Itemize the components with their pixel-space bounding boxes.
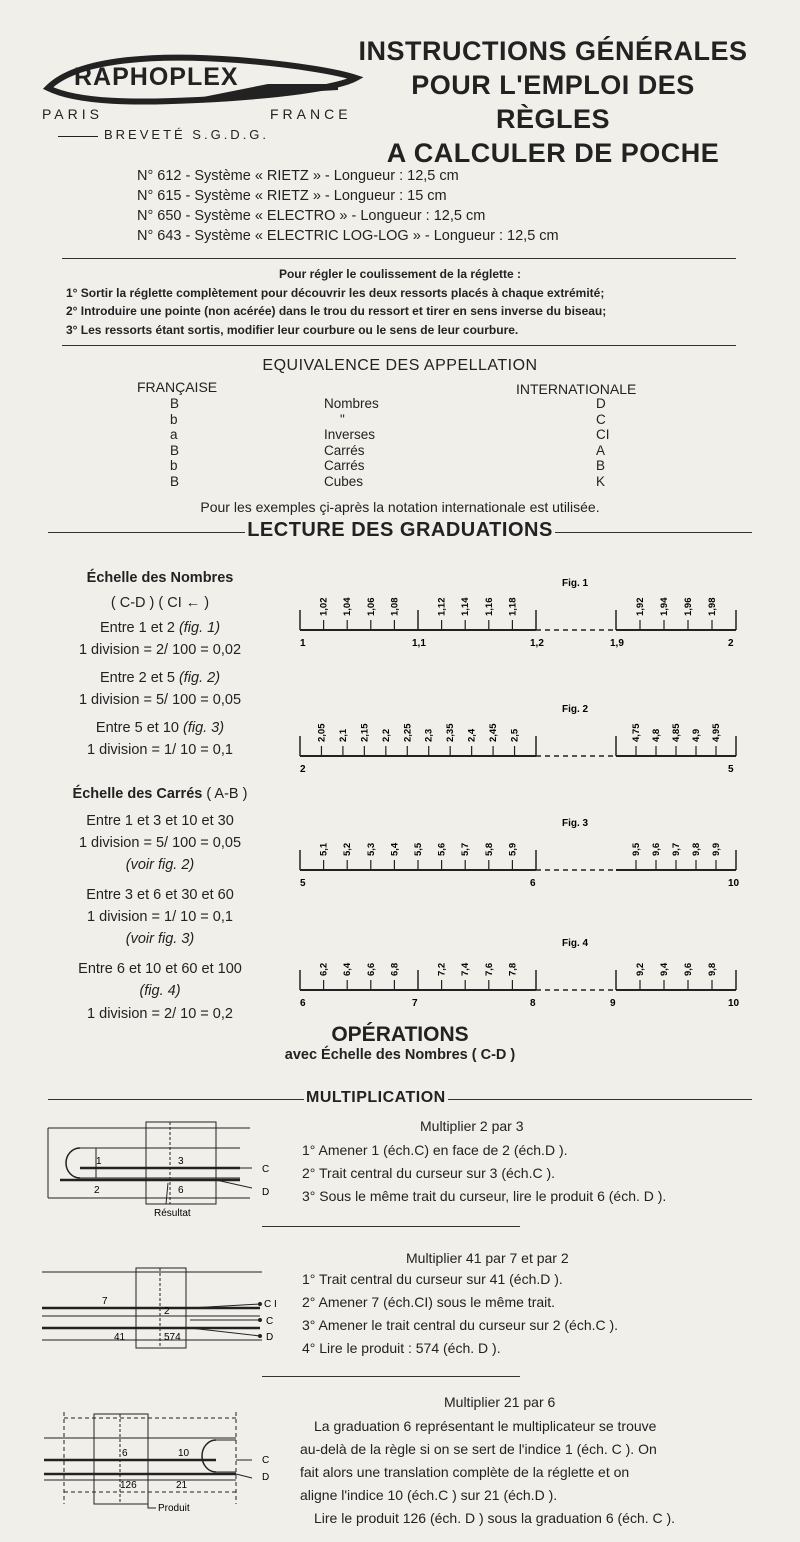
example-step: 1° Trait central du curseur sur 41 (éch.D ). — [302, 1271, 563, 1287]
entry-fig: (voir fig. 2) — [125, 857, 195, 873]
tick-label: 5,4 — [389, 842, 401, 856]
entry-division: 1 division = 2/ 10 = 0,2 — [87, 1006, 233, 1022]
scale-label: C — [262, 1164, 270, 1175]
equivalence-note: Pour les exemples çi-après la notation internationale est utilisée. — [200, 499, 600, 515]
divider — [62, 258, 736, 259]
tick-label: 4,75 — [631, 723, 642, 742]
major-label: 5 — [728, 764, 734, 775]
result-label: Produit — [158, 1503, 190, 1514]
figure-label: Fig. 4 — [562, 938, 589, 949]
entry-division: 1 division = 2/ 100 = 0,02 — [78, 642, 242, 658]
entry-range: Entre 1 et 2 (fig. 1) — [99, 620, 221, 636]
example-step: 1° Amener 1 (éch.C) en face de 2 (éch.D ). — [302, 1142, 568, 1158]
entry-fig: (voir fig. 3) — [125, 931, 195, 947]
example-step: 3° Sous le même trait du curseur, lire le produit 6 (éch. D ). — [302, 1188, 667, 1204]
entry-division: 1 division = 5/ 100 = 0,05 — [78, 692, 242, 708]
adjust-section — [0, 265, 800, 339]
result-label: Résultat — [154, 1208, 191, 1219]
diagram-value: 21 — [176, 1480, 188, 1491]
major-label: 7 — [412, 998, 418, 1009]
diagram-example-2 — [40, 1264, 290, 1354]
model-list — [137, 166, 559, 246]
entry-range: Entre 3 et 6 et 30 et 60 — [86, 887, 234, 903]
logo-city: PARIS — [42, 106, 103, 122]
tick-label: 5,1 — [318, 842, 330, 856]
diagram-value: 7 — [102, 1296, 108, 1307]
entry-range: Entre 2 et 5 (fig. 2) — [99, 670, 221, 686]
table-row: b Carrés B — [170, 458, 606, 474]
example-steps — [302, 1139, 666, 1208]
graduation-figures — [290, 570, 750, 1010]
tick-label: 1,92 — [635, 597, 646, 616]
operations-subtitle: avec Échelle des Nombres ( C-D ) — [284, 1047, 516, 1063]
major-label: 1,2 — [530, 638, 544, 649]
diagram-value: 3 — [178, 1156, 184, 1167]
scale-label: C — [262, 1455, 270, 1466]
major-label: 10 — [728, 878, 740, 889]
model-item: N° 650 - Système « ELECTRO » - Longueur : 12,5 cm — [137, 208, 486, 224]
example-step: 2° Amener 7 (éch.CI) sous le même trait. — [302, 1294, 556, 1310]
example-title: Multiplier 21 par 6 — [444, 1394, 556, 1410]
tick-label: 6,4 — [342, 962, 354, 976]
diagram-value: 6 — [122, 1448, 128, 1459]
entry-division: 1 division = 1/ 10 = 0,1 — [87, 909, 233, 925]
adjust-step: 3° Les ressorts étant sortis, modifier leur courbure ou le sens de leur courbure. — [66, 322, 519, 337]
tick-label: 2,15 — [359, 723, 371, 742]
example-title: Multiplier 2 par 3 — [420, 1118, 524, 1134]
tick-label: 1,94 — [659, 597, 670, 616]
tick-label: 2,05 — [316, 723, 328, 742]
tick-label: 2,5 — [509, 728, 521, 742]
major-label: 8 — [530, 998, 536, 1009]
tick-label: 7,6 — [483, 962, 495, 976]
entry-fig: (fig. 4) — [139, 983, 181, 999]
major-label: 2 — [728, 638, 734, 649]
tick-label: 1,18 — [507, 597, 519, 616]
scale-label: D — [262, 1472, 270, 1483]
tick-label: 9,6 — [683, 962, 694, 976]
title-line-3: A CALCULER DE POCHE — [386, 138, 720, 168]
equivalence-title: EQUIVALENCE DES APPELLATION — [262, 357, 538, 374]
diagram-example-3 — [40, 1408, 290, 1518]
tick-label: 1,08 — [389, 597, 401, 616]
divider — [62, 345, 736, 346]
adjust-step: 2° Introduire une pointe (non acérée) dans le trou du ressort et tirer en sens inverse du biseau; — [66, 304, 607, 318]
tick-label: 9,2 — [635, 962, 646, 976]
nombres-scales: ( C-D ) ( CI ← ) — [110, 595, 210, 611]
table-row: B Nombres D — [170, 396, 606, 411]
tick-label: 1,12 — [436, 597, 448, 616]
example-step: 3° Amener le trait central du curseur sur 2 (éch.C ). — [302, 1317, 619, 1333]
tick-label: 1,98 — [707, 597, 718, 616]
tick-label: 9,6 — [651, 842, 662, 856]
diagram-value: 1 — [96, 1156, 102, 1167]
tick-label: 4,85 — [671, 723, 682, 742]
tick-label: 6,2 — [318, 962, 330, 976]
tick-label: 5,8 — [483, 842, 495, 856]
adjust-step: 1° Sortir la réglette complètement pour découvrir les deux ressorts placés à chaque extrémité; — [66, 285, 605, 300]
tick-label: 1,02 — [318, 597, 330, 616]
logo-patent: BREVETÉ S.G.D.G. — [104, 127, 270, 142]
operations-title: OPÉRATIONS — [331, 1023, 469, 1046]
tick-label: 1,06 — [365, 597, 377, 616]
tick-label: 2,25 — [402, 723, 414, 742]
tick-label: 2,2 — [380, 728, 392, 742]
major-label: 9 — [610, 998, 616, 1009]
major-label: 6 — [530, 878, 536, 889]
major-label: 5 — [300, 878, 306, 889]
example-paragraph: La graduation 6 représentant le multiplicateur se trouve au-delà de la règle si on se sert de l'indice 1 (éch. C ). On fait alors une translation complète de la réglette et on aligne l'indice 10 (éch.C ) sur 21 (éch.D ). Lire le produit 126 (éch. D ) sous la graduation 6 (éch. C ). — [300, 1418, 676, 1526]
major-label: 2 — [300, 764, 306, 775]
col-francaise: FRANÇAISE — [137, 379, 218, 395]
tick-label: 4,95 — [711, 723, 722, 742]
title-line-1: INSTRUCTIONS GÉNÉRALES — [358, 36, 748, 66]
tick-label: 5,9 — [507, 842, 519, 856]
tick-label: 1,04 — [342, 597, 354, 616]
tick-label: 2,3 — [423, 728, 435, 742]
diagram-value: 2 — [94, 1185, 100, 1196]
example-step: 4° Lire le produit : 574 (éch. D ). — [302, 1340, 501, 1356]
model-item: N° 643 - Système « ELECTRIC LOG-LOG » - Longueur : 12,5 cm — [137, 228, 559, 244]
diagram-value: 574 — [164, 1332, 181, 1343]
tick-label: 6,8 — [389, 962, 401, 976]
figure-label: Fig. 1 — [562, 578, 589, 589]
col-internationale: INTERNATIONALE — [516, 381, 637, 397]
table-row: b " C — [170, 411, 606, 427]
logo-country: FRANCE — [270, 106, 352, 122]
tick-label: 2,35 — [445, 723, 457, 742]
tick-label: 5,2 — [342, 842, 354, 856]
scale-label: C — [266, 1316, 274, 1327]
example-title: Multiplier 41 par 7 et par 2 — [406, 1250, 569, 1266]
tick-label: 1,96 — [683, 597, 694, 616]
tick-label: 9,8 — [707, 962, 718, 976]
major-label: 1,1 — [412, 638, 426, 649]
lecture-title: LECTURE DES GRADUATIONS — [247, 519, 553, 541]
diagram-value: 41 — [114, 1332, 126, 1343]
tick-label: 2,4 — [466, 728, 478, 742]
diagram-example-1 — [40, 1118, 290, 1228]
tick-label: 7,2 — [436, 962, 448, 976]
entry-division: 1 division = 5/ 100 = 0,05 — [78, 835, 242, 851]
entry-range: Entre 1 et 3 et 10 et 30 — [86, 813, 234, 829]
tick-label: 2,1 — [337, 728, 349, 742]
entry-division: 1 division = 1/ 10 = 0,1 — [87, 742, 233, 758]
equivalence-table — [170, 396, 610, 490]
major-label: 6 — [300, 998, 306, 1009]
scale-label: D — [262, 1187, 270, 1198]
entry-range: Entre 5 et 10 (fig. 3) — [95, 720, 225, 736]
tick-label: 1,16 — [483, 597, 495, 616]
tick-label: 5,7 — [460, 842, 472, 856]
tick-label: 9,8 — [691, 842, 702, 856]
scale-label: D — [266, 1332, 274, 1343]
tick-label: 9,5 — [631, 842, 642, 856]
page-title — [358, 34, 748, 170]
entry-range: Entre 6 et 10 et 60 et 100 — [78, 961, 242, 977]
diagram-value: 126 — [120, 1480, 137, 1491]
tick-label: 4,8 — [651, 728, 662, 742]
scale-label: C I — [264, 1299, 277, 1310]
tick-label: 9,4 — [659, 962, 670, 976]
table-row: B Cubes K — [170, 473, 606, 489]
tick-label: 7,4 — [460, 962, 472, 976]
major-label: 10 — [728, 998, 740, 1009]
figure-label: Fig. 2 — [562, 704, 589, 715]
tick-label: 2,45 — [488, 723, 500, 742]
nombres-title: Échelle des Nombres — [86, 570, 234, 586]
figure-label: Fig. 3 — [562, 818, 589, 829]
logo-brand: RAPHOPLEX — [74, 63, 239, 91]
multiplication-title: MULTIPLICATION — [306, 1089, 446, 1106]
example-step: 2° Trait central du curseur sur 3 (éch.C ). — [302, 1165, 556, 1181]
lecture-left-column — [40, 570, 280, 1023]
tick-label: 5,5 — [413, 842, 424, 856]
tick-label: 5,3 — [365, 842, 377, 856]
adjust-title: Pour régler le coulissement de la réglette : — [278, 267, 522, 281]
tick-label: 9,9 — [711, 842, 722, 856]
table-row: B Carrés A — [170, 442, 606, 458]
tick-label: 7,8 — [507, 962, 519, 976]
major-label: 1,9 — [610, 638, 624, 649]
major-label: 1 — [300, 638, 306, 649]
example-steps — [302, 1268, 618, 1360]
tick-label: 5,6 — [436, 842, 448, 856]
diagram-value: 2 — [164, 1306, 170, 1317]
model-item: N° 612 - Système « RIETZ » - Longueur : 12,5 cm — [137, 168, 459, 184]
tick-label: 4,9 — [691, 728, 702, 742]
table-row: a Inverses CI — [170, 427, 610, 443]
tick-label: 6,6 — [365, 962, 377, 976]
carres-title: Échelle des Carrés ( A-B ) — [72, 786, 248, 802]
model-item: N° 615 - Système « RIETZ » - Longueur : 15 cm — [137, 188, 447, 204]
tick-label: 1,14 — [460, 597, 472, 616]
diagram-value: 6 — [178, 1185, 184, 1196]
diagram-value: 10 — [178, 1448, 190, 1459]
tick-label: 9,7 — [671, 842, 682, 856]
title-line-2: POUR L'EMPLOI DES RÈGLES — [411, 70, 695, 134]
